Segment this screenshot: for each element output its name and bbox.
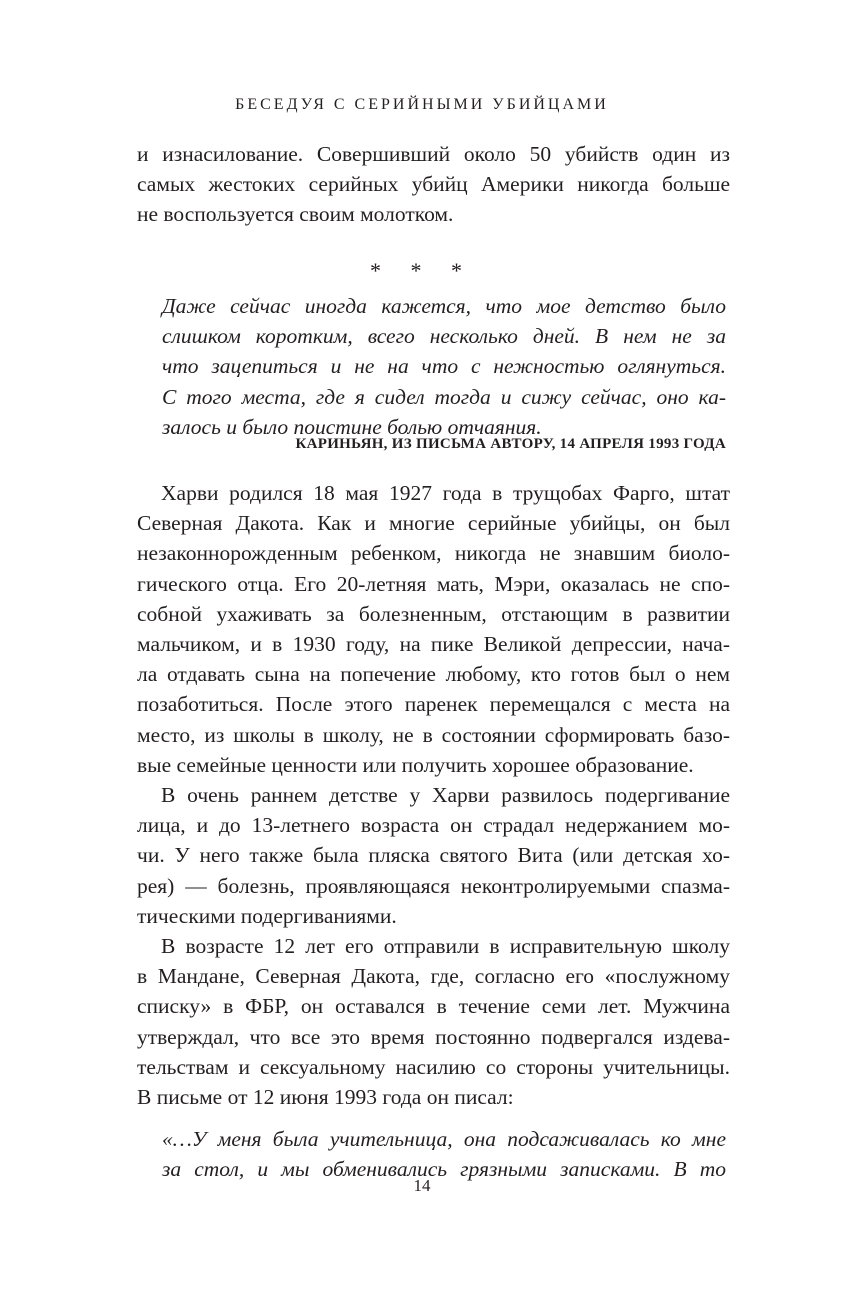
text-line: ла отдавать сына на попечение любому, кто готов был о нем bbox=[137, 662, 730, 687]
epigraph-line: слишком коротким, всего несколько дней. В нем не за bbox=[162, 324, 726, 349]
running-head: БЕСЕДУЯ С СЕРИЙНЫМИ УБИЙЦАМИ bbox=[235, 96, 609, 113]
text-line: в Мандане, Северная Дакота, где, согласно его «послужному bbox=[137, 964, 730, 989]
text-line: В возрасте 12 лет его отправили в исправительную школу bbox=[161, 934, 730, 959]
quote-line: за стол, и мы обменивались грязными записками. В то bbox=[162, 1157, 726, 1182]
text-line: Северная Дакота. Как и многие серийные убийцы, он был bbox=[137, 511, 730, 536]
text-line: и изнасилование. Совершивший около 50 убийств один из bbox=[137, 142, 730, 166]
top-paragraph bbox=[137, 139, 730, 230]
text-line: гического отца. Его 20-летняя мать, Мэри, оказалась не спо- bbox=[137, 571, 730, 596]
text-line: В письме от 12 июня 1993 года он писал: bbox=[137, 1085, 514, 1110]
text-line: собной ухаживать за болезненным, отстающим в развитии bbox=[137, 601, 730, 626]
main-text bbox=[137, 478, 730, 1112]
text-line: рея) — болезнь, проявляющаяся неконтролируемыми спазма- bbox=[137, 873, 730, 898]
text-line: списку» в ФБР, он оставался в течение семи лет. Мужчина bbox=[137, 994, 730, 1019]
text-line: чи. У него также была пляска святого Вита (или детская хо- bbox=[137, 843, 730, 868]
section-break: * * * bbox=[370, 258, 474, 283]
text-line: не воспользуется своим молотком. bbox=[137, 202, 454, 227]
page-number: 14 bbox=[413, 1176, 431, 1195]
text-line: тельствам и сексуальному насилию со стороны учительницы. bbox=[137, 1054, 730, 1079]
epigraph bbox=[162, 291, 726, 442]
quote-line: «…У меня была учительница, она подсаживалась ко мне bbox=[162, 1127, 726, 1151]
text-line: самых жестоких серийных убийц Америки никогда больше bbox=[137, 172, 730, 197]
epigraph-line: С того места, где я сидел тогда и сижу сейчас, оно ка- bbox=[162, 384, 726, 409]
text-line: вые семейные ценности или получить хорошее образование. bbox=[137, 752, 694, 777]
epigraph-line: Даже сейчас иногда кажется, что мое детство было bbox=[162, 294, 726, 318]
text-line: Харви родился 18 мая 1927 года в трущобах Фарго, штат bbox=[161, 481, 730, 505]
text-line: мальчиком, и в 1930 году, на пике Великой депрессии, нача- bbox=[137, 632, 730, 657]
text-line: позаботиться. После этого паренек перемещался с места на bbox=[137, 692, 730, 717]
text-line: незаконнорожденным ребенком, никогда не знавшим биоло- bbox=[137, 541, 730, 566]
epigraph-line: залось и было поистине болью отчаяния. bbox=[162, 414, 542, 439]
text-line: место, из школы в школу, не в состоянии сформировать базо- bbox=[137, 722, 730, 747]
epigraph-line: что зацепиться и не на что с нежностью оглянуться. bbox=[162, 354, 726, 379]
text-line: утверждал, что все это время постоянно подвергался издева- bbox=[137, 1024, 730, 1049]
text-line: В очень раннем детстве у Харви развилось подергивание bbox=[161, 783, 730, 808]
text-line: тическими подергиваниями. bbox=[137, 903, 397, 928]
text-line: лица, и до 13-летнего возраста он страдал недержанием мо- bbox=[137, 813, 730, 838]
epigraph-attribution: КАРИНЬЯН, ИЗ ПИСЬМА АВТОРУ, 14 АПРЕЛЯ 1993 ГОДА bbox=[295, 436, 726, 452]
